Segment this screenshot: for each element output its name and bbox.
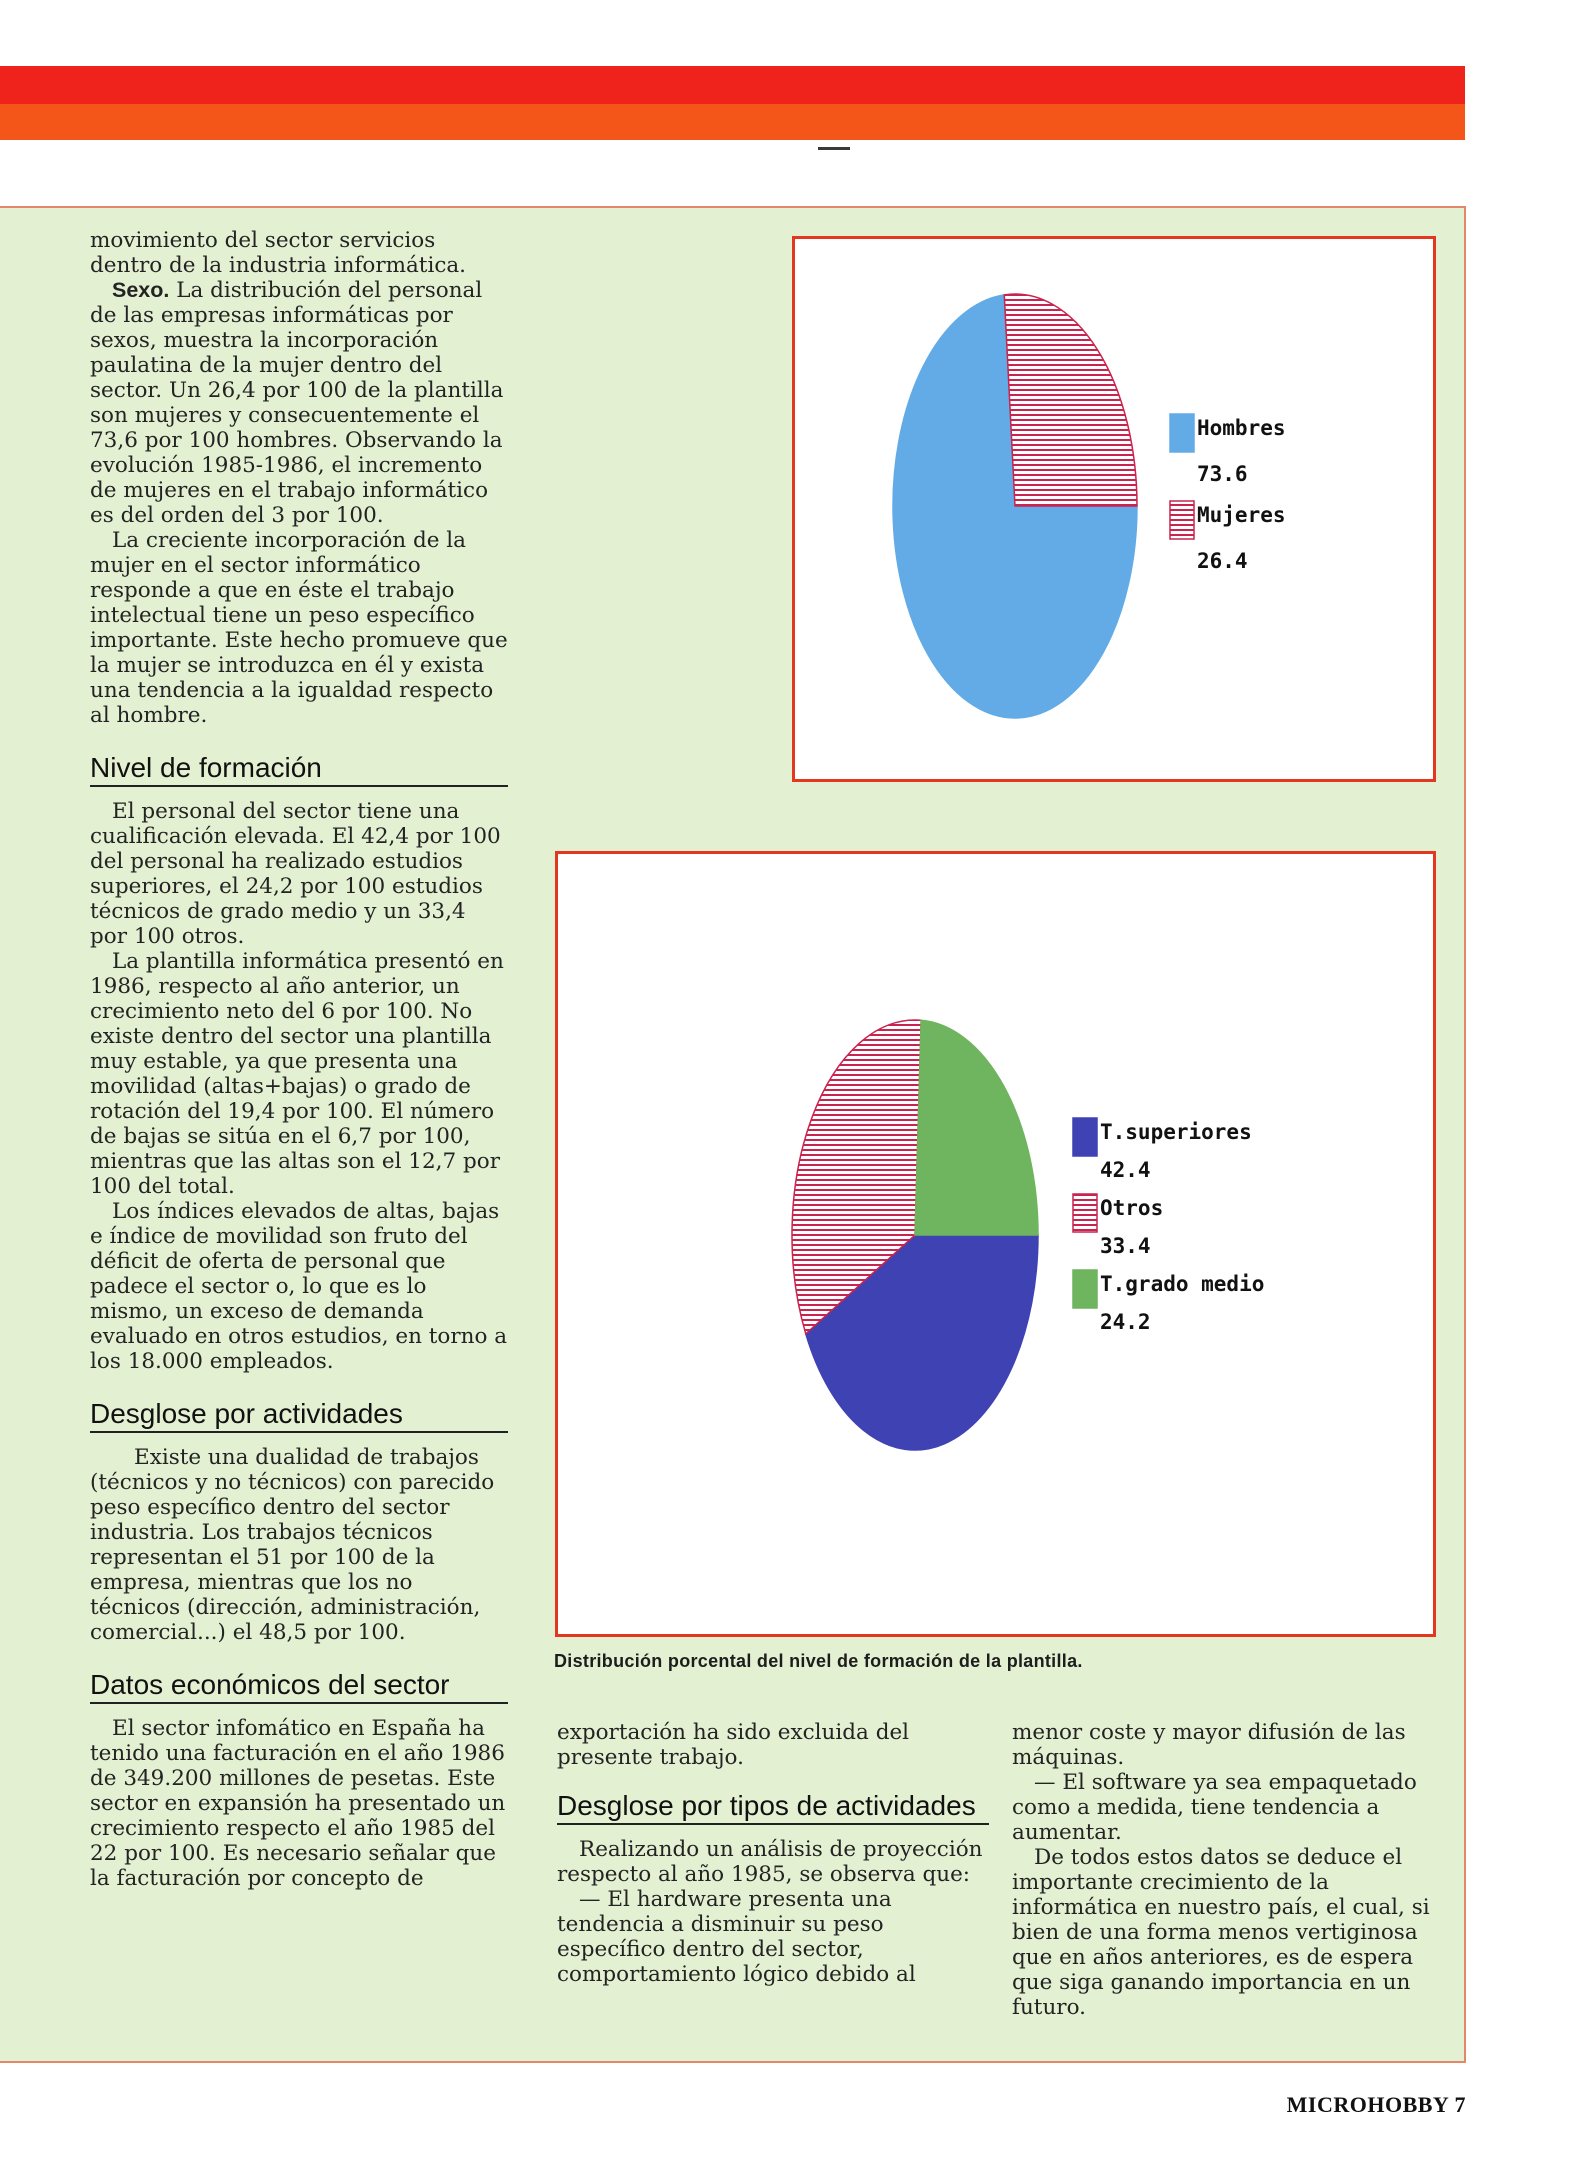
col1-paragraph-6: Los índices elevados de altas, bajas e índice de movilidad son fruto del déficit de oferta de personal que padece el sector o, lo que es lo mismo, un exceso de demanda evaluado en otros estudios, en torno a los 18.000 empleados.	[90, 1199, 508, 1374]
legend-label-t-grado-medio: T.grado medio	[1100, 1271, 1265, 1296]
header-dash	[818, 147, 850, 150]
col1-paragraph-5: La plantilla informática presentó en 1986, respecto al año anterior, un crecimiento neto del 6 por 100. No existe dentro del sector una plantilla muy estable, ya que presenta una movilidad (altas+bajas) o grado de rotación del 19,4 por 100. El número de bajas se sitúa en el 6,7 por 100, mientras que las altas son el 12,7 por 100 del total.	[90, 949, 504, 1199]
legend-value-t-grado-medio: 24.2	[1100, 1309, 1151, 1334]
pie-slice-mujeres	[1004, 294, 1137, 506]
legend-swatch-mujeres	[1170, 501, 1194, 539]
legend-value-mujeres: 26.4	[1197, 548, 1248, 573]
legend-value-otros: 33.4	[1100, 1233, 1151, 1258]
col1-paragraph-7: Existe una dualidad de trabajos (técnicos y no técnicos) con parecido peso específico dentro del sector industria. Los trabajos técnicos representan el 51 por 100 de la empresa, mientras que los no técnicos (dirección, administración, comercial...) el 48,5 por 100.	[90, 1445, 495, 1645]
legend-swatch-t-grado-medio	[1073, 1270, 1097, 1308]
col1-paragraph-3: La creciente incorporación de la mujer en el sector informático responde a que en éste el trabajo intelectual tiene un peso específico importante. Este hecho promueve que la mujer se introduzca en él y exista una tendencia a la igualdad respecto al hombre.	[90, 528, 508, 728]
legend-swatch-hombres	[1170, 414, 1194, 452]
col1-paragraph-8: El sector infomático en España ha tenido una facturación en el año 1986 de 349.200 millones de pesetas. Este sector en expansión ha presentado un crecimiento respecto el año 1985 del 22 por 100. Es necesario señalar que la facturación por concepto de	[90, 1716, 506, 1891]
column-1	[90, 228, 508, 1891]
col1-paragraph-4: El personal del sector tiene una cualificación elevada. El 42,4 por 100 del personal ha realizado estudios superiores, el 24,2 por 100 estudios técnicos de grado medio y un 33,4 por 100 otros.	[90, 799, 501, 949]
sexo-text: La distribución del personal de las empresas informáticas por sexos, muestra la incorporación paulatina de la mujer dentro del sector. Un 26,4 por 100 de la plantilla son mujeres y consecuentemente el 73,6 por 100 hombres. Observando la evolución 1985-1986, el incremento de mujeres en el trabajo informático es del orden del 3 por 100.	[90, 278, 504, 528]
chart-formacion-svg	[558, 854, 1433, 1634]
column-3	[1012, 1720, 1437, 2020]
col3-paragraph-3: De todos estos datos se deduce el importante crecimiento de la informática en nuestro país, el cual, si bien de una forma menos vertiginosa que en años anteriores, es de espera que siga ganando importancia en un futuro.	[1012, 1845, 1430, 2020]
sexo-lead: Sexo.	[112, 278, 170, 302]
column-2	[557, 1720, 989, 1987]
legend-value-t-superiores: 42.4	[1100, 1157, 1151, 1182]
chart-formacion	[555, 851, 1436, 1637]
header-bar-bottom	[0, 104, 1465, 140]
col1-paragraph-1: movimiento del sector servicios dentro de la industria informática.	[90, 228, 467, 278]
chart-sexo-svg	[795, 239, 1433, 779]
header-bar-top	[0, 66, 1465, 104]
chart-sexo	[792, 236, 1436, 782]
legend-label-hombres: Hombres	[1197, 415, 1286, 440]
heading-desglose-actividades: Desglose por actividades	[90, 1398, 508, 1433]
col2-paragraph-1: exportación ha sido excluida del presente trabajo.	[557, 1720, 910, 1770]
chart-caption: Distribución porcental del nivel de formación de la plantilla.	[554, 1651, 1083, 1671]
legend-label-t-superiores: T.superiores	[1100, 1119, 1252, 1144]
legend-swatch-otros	[1073, 1194, 1097, 1232]
legend-swatch-t-superiores	[1073, 1118, 1097, 1156]
pie-slice-t-grado-medio	[915, 1020, 1038, 1235]
col3-paragraph-1: menor coste y mayor difusión de las máquinas.	[1012, 1720, 1406, 1770]
col2-paragraph-3: — El hardware presenta una tendencia a disminuir su peso específico dentro del sector, comportamiento lógico debido al	[557, 1887, 916, 1987]
legend-label-otros: Otros	[1100, 1195, 1164, 1220]
col1-paragraph-2	[90, 278, 508, 528]
heading-nivel-formacion: Nivel de formación	[90, 752, 508, 787]
page-footer: MICROHOBBY 7	[1286, 2092, 1466, 2117]
heading-datos-economicos: Datos económicos del sector	[90, 1669, 508, 1704]
legend-label-mujeres: Mujeres	[1197, 502, 1286, 527]
header-color-bar	[0, 66, 1465, 140]
heading-desglose-tipos: Desglose por tipos de actividades	[557, 1790, 989, 1825]
col2-paragraph-2: Realizando un análisis de proyección respecto al año 1985, se observa que:	[557, 1837, 983, 1887]
legend-value-hombres: 73.6	[1197, 461, 1248, 486]
col3-paragraph-2: — El software ya sea empaquetado como a medida, tiene tendencia a aumentar.	[1012, 1770, 1417, 1845]
